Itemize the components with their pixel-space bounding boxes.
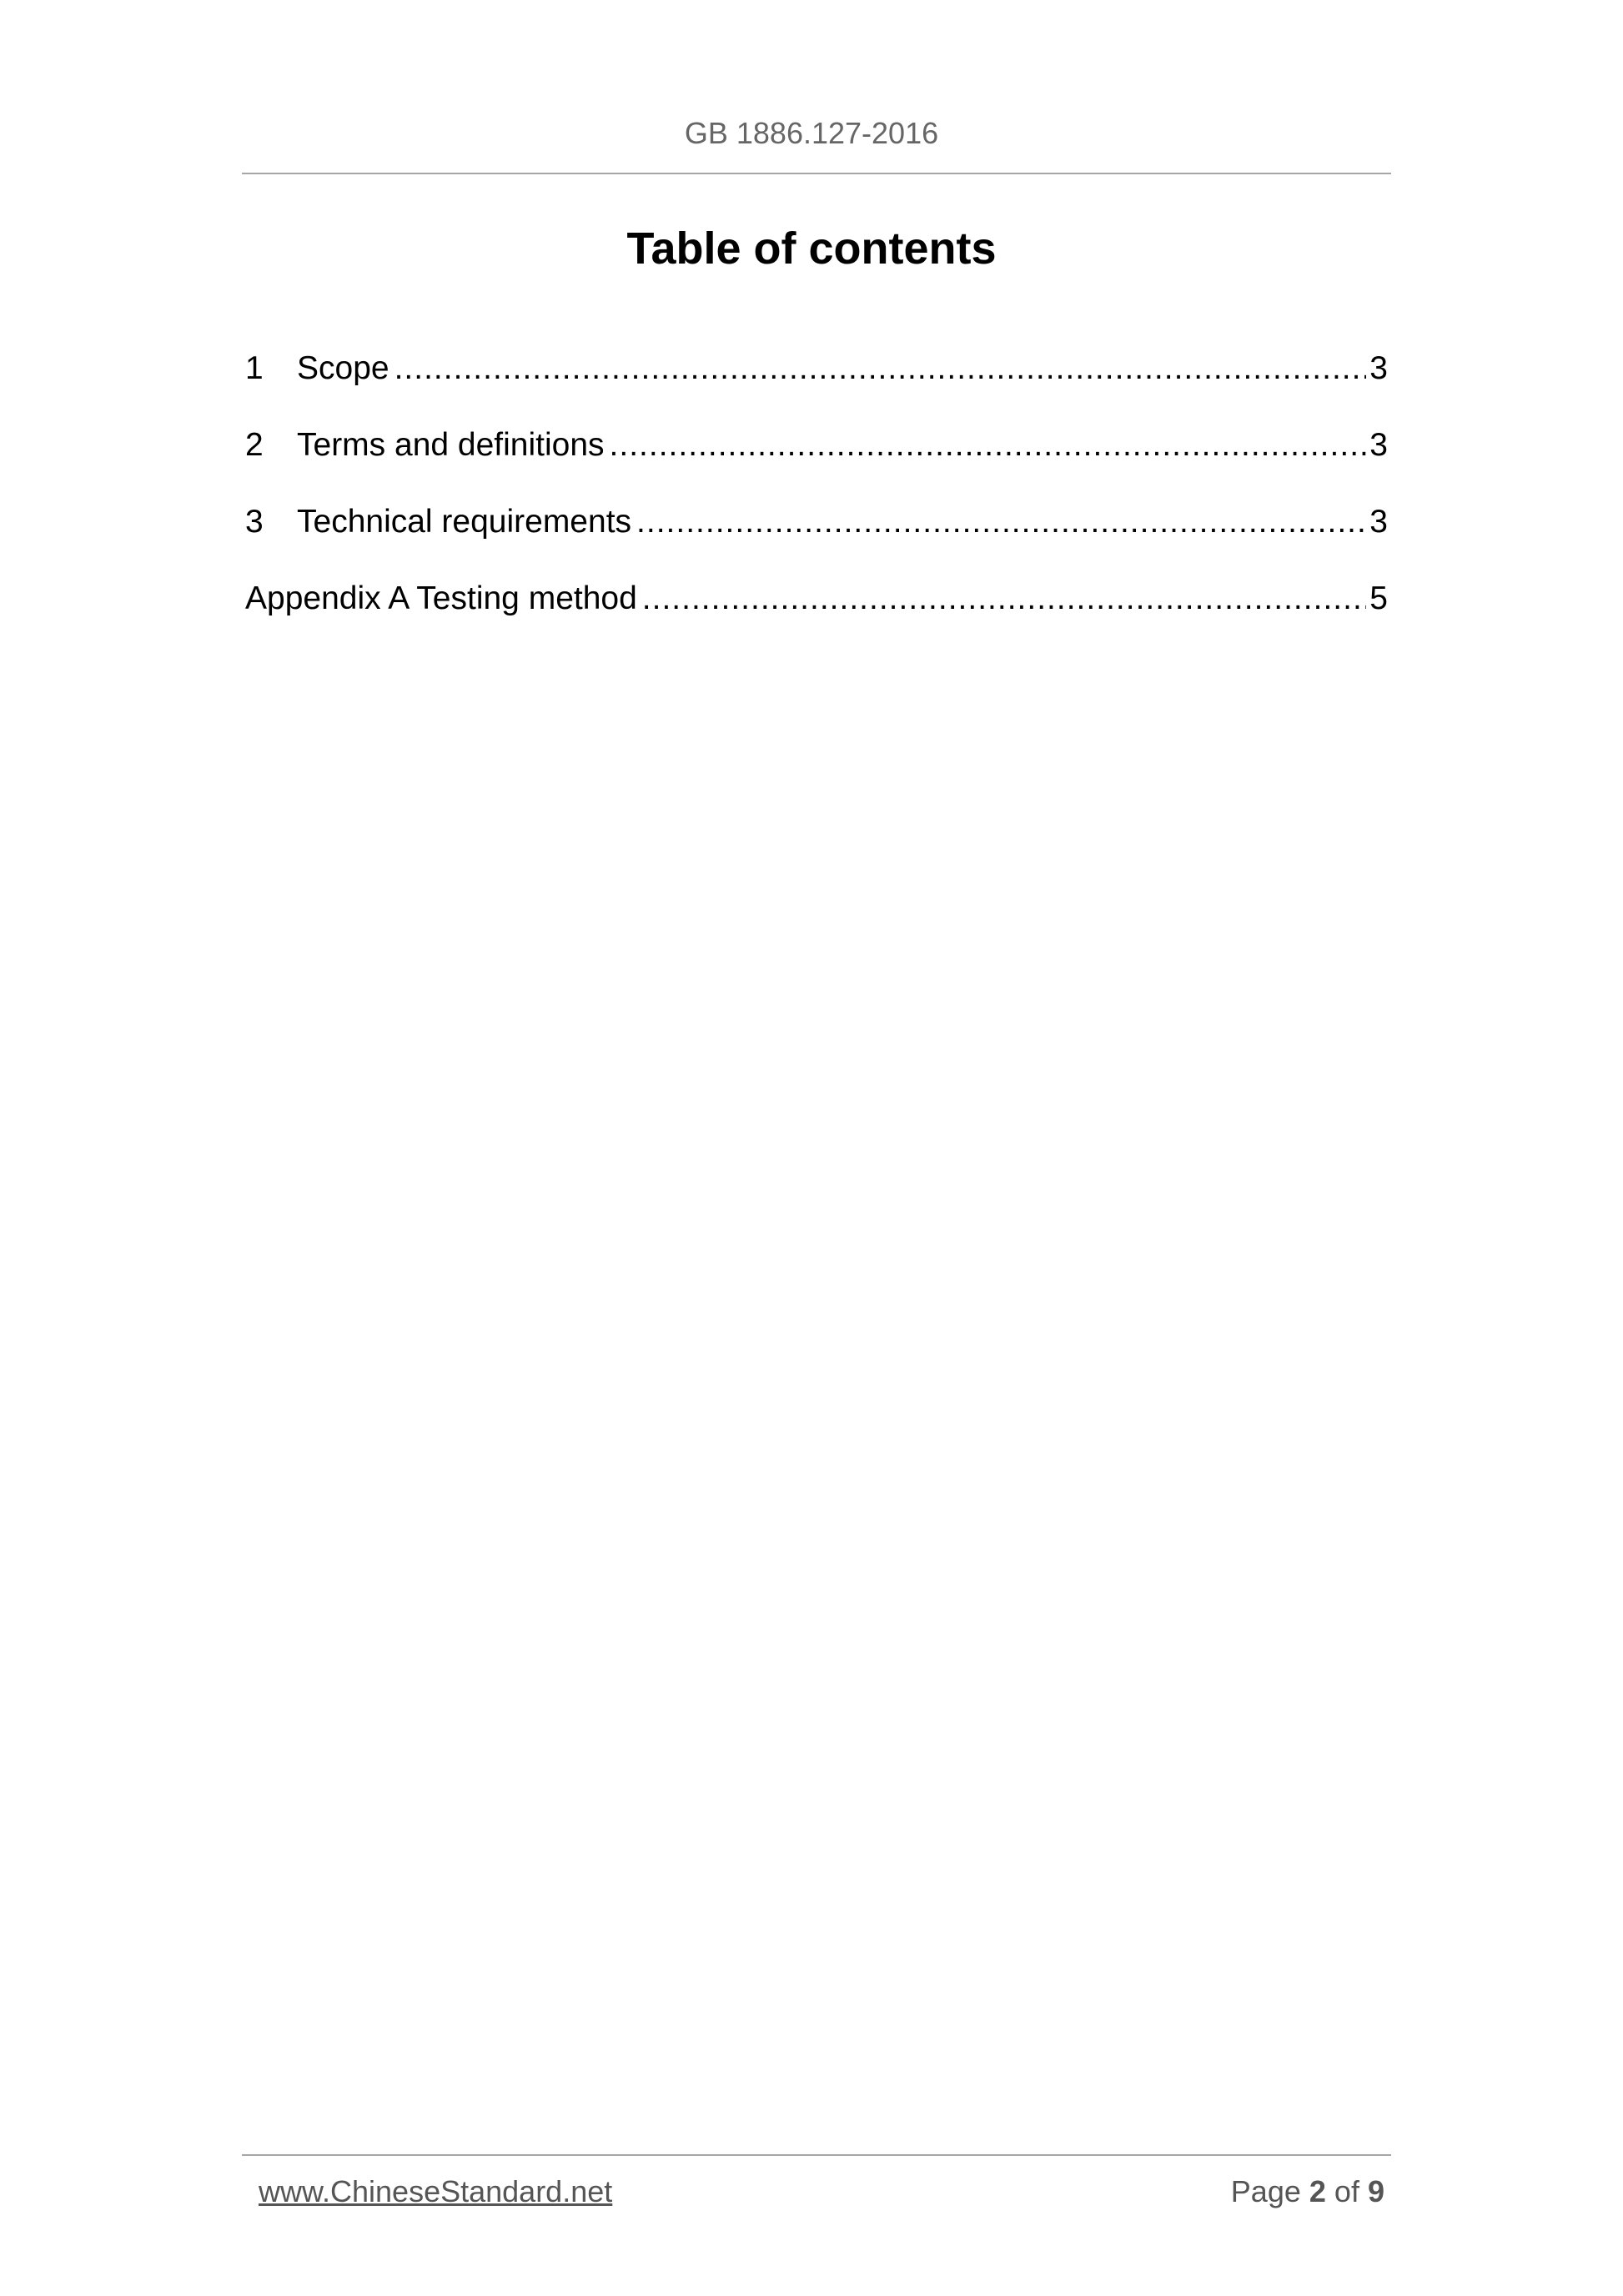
toc-entry-page: 3	[1369, 504, 1388, 540]
toc-list	[245, 344, 1388, 651]
toc-dot-leader	[636, 497, 1366, 547]
toc-dot-leader	[610, 420, 1367, 470]
toc-entry-title: Terms and definitions	[297, 427, 605, 463]
toc-entry-title: Technical requirements	[297, 504, 632, 540]
page-total: 9	[1367, 2174, 1384, 2208]
page-current: 2	[1309, 2174, 1326, 2208]
toc-entry-page: 3	[1369, 427, 1388, 463]
footer-divider	[242, 2154, 1391, 2156]
page-prefix: Page	[1230, 2174, 1301, 2208]
page-indicator	[1231, 2172, 1384, 2212]
toc-entry-scope[interactable]	[245, 344, 1388, 420]
toc-entry-number: 3	[245, 504, 264, 540]
toc-entry-number: 1	[245, 350, 264, 386]
toc-entry-number: 2	[245, 427, 264, 463]
toc-entry-terms-and-definitions[interactable]	[245, 420, 1388, 497]
toc-entry-page: 3	[1369, 350, 1388, 386]
toc-entry-title: Appendix A Testing method	[245, 580, 637, 616]
toc-entry-page: 5	[1369, 580, 1388, 616]
toc-dot-leader	[394, 344, 1367, 394]
toc-entry-appendix-a[interactable]	[245, 574, 1388, 651]
toc-entry-technical-requirements[interactable]	[245, 497, 1388, 574]
toc-dot-leader	[642, 574, 1367, 624]
toc-title: Table of contents	[626, 224, 997, 274]
toc-entry-title: Scope	[297, 350, 389, 386]
header-divider	[242, 173, 1391, 174]
page-of: of	[1334, 2174, 1359, 2208]
website-link[interactable]: www.ChineseStandard.net	[259, 2174, 613, 2208]
document-code-header: GB 1886.127-2016	[684, 116, 939, 150]
